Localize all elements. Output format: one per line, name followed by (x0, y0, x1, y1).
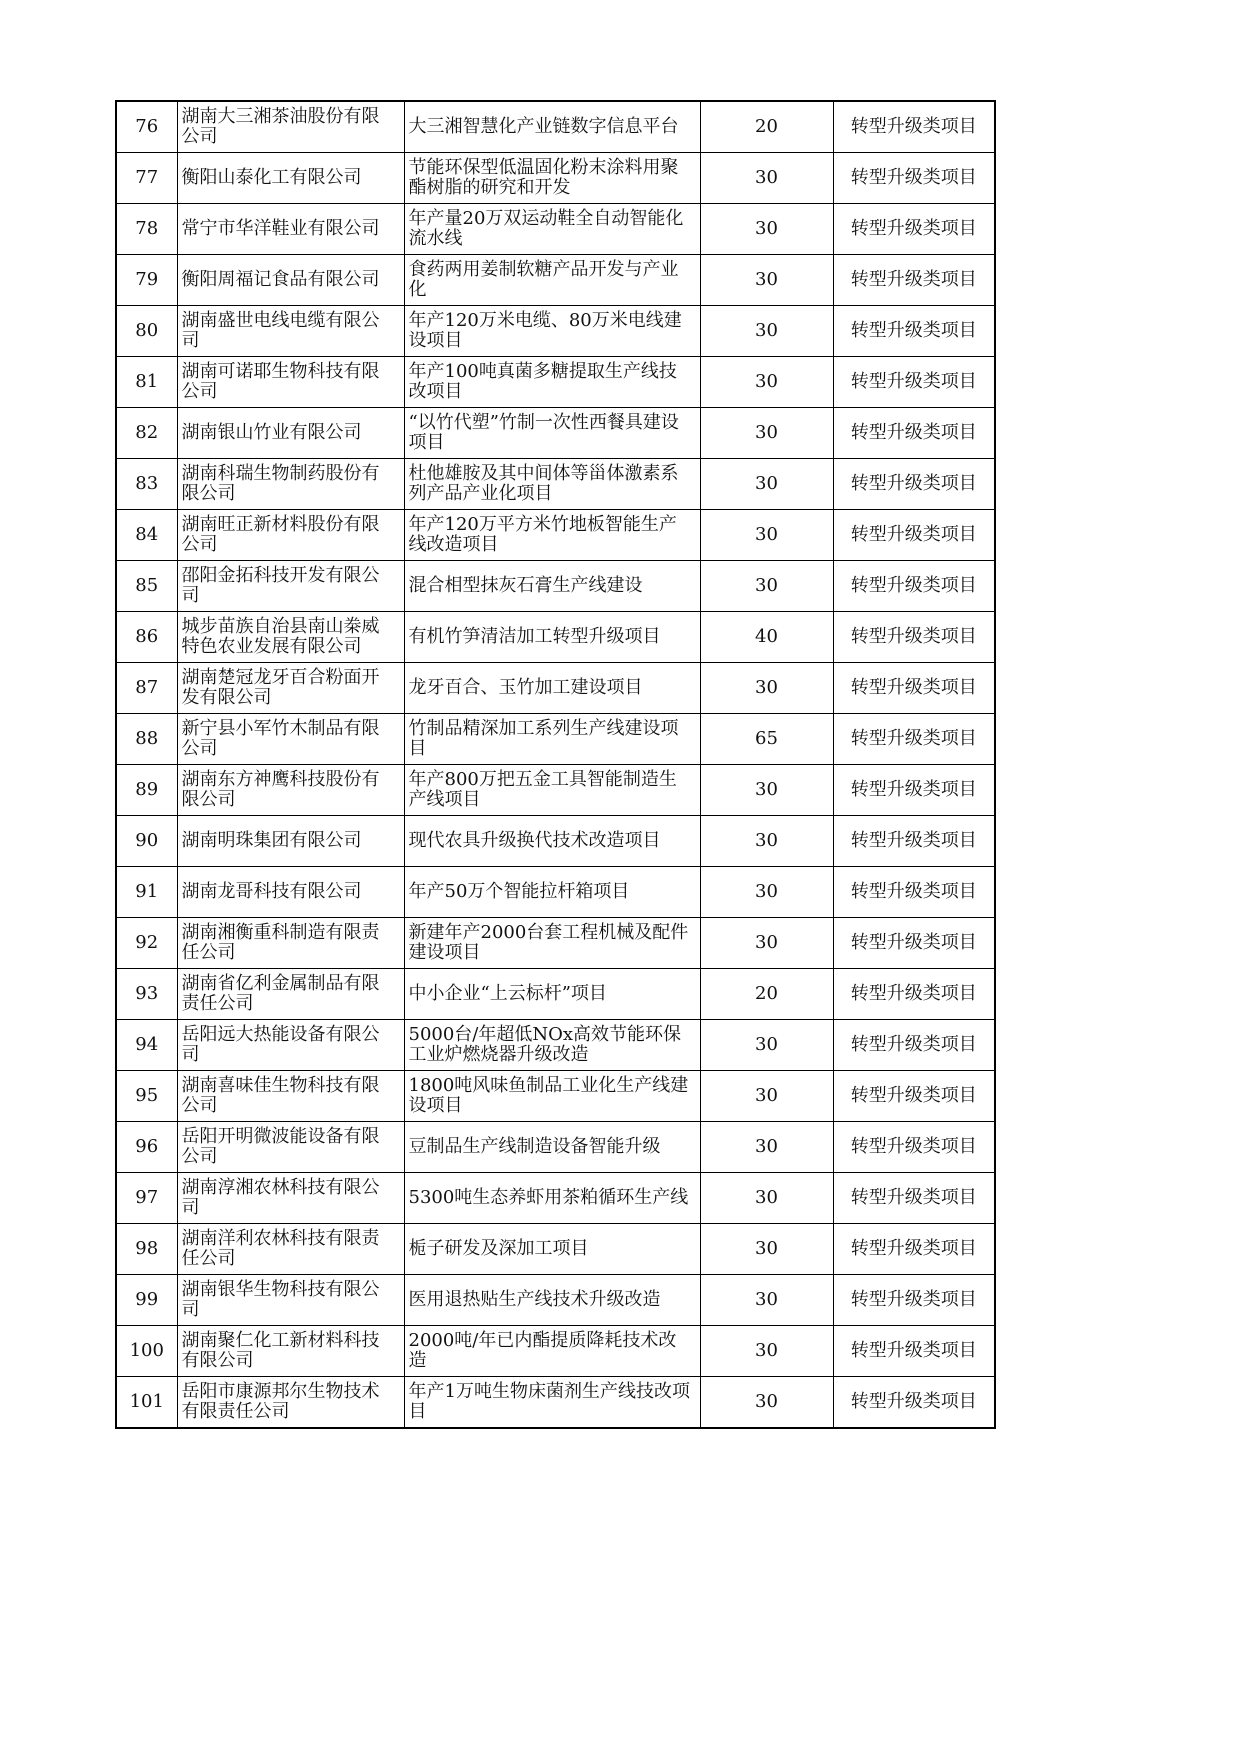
company-name: 湖南湘衡重科制造有限责任公司 (177, 918, 404, 969)
funding-amount: 30 (700, 1173, 833, 1224)
company-name: 衡阳山泰化工有限公司 (177, 153, 404, 204)
row-number: 91 (116, 867, 177, 918)
company-name: 湖南洋利农林科技有限责任公司 (177, 1224, 404, 1275)
table-row (116, 306, 995, 357)
funding-amount: 30 (700, 204, 833, 255)
row-number: 99 (116, 1275, 177, 1326)
project-category: 转型升级类项目 (833, 969, 995, 1020)
project-category: 转型升级类项目 (833, 204, 995, 255)
project-category: 转型升级类项目 (833, 1224, 995, 1275)
project-name: “以竹代塑”竹制一次性西餐具建设项目 (404, 408, 700, 459)
table-row (116, 663, 995, 714)
project-category: 转型升级类项目 (833, 510, 995, 561)
row-number: 76 (116, 101, 177, 153)
table-row (116, 1275, 995, 1326)
row-number: 98 (116, 1224, 177, 1275)
project-name: 龙牙百合、玉竹加工建设项目 (404, 663, 700, 714)
table-row (116, 408, 995, 459)
funding-amount: 30 (700, 510, 833, 561)
project-name: 年产50万个智能拉杆箱项目 (404, 867, 700, 918)
funding-amount: 30 (700, 1071, 833, 1122)
project-name: 栀子研发及深加工项目 (404, 1224, 700, 1275)
company-name: 湖南东方神鹰科技股份有限公司 (177, 765, 404, 816)
company-name: 湖南喜味佳生物科技有限公司 (177, 1071, 404, 1122)
project-category: 转型升级类项目 (833, 561, 995, 612)
row-number: 84 (116, 510, 177, 561)
company-name: 湖南聚仁化工新材料科技有限公司 (177, 1326, 404, 1377)
table-row (116, 153, 995, 204)
row-number: 85 (116, 561, 177, 612)
row-number: 89 (116, 765, 177, 816)
funding-amount: 20 (700, 101, 833, 153)
table-row (116, 204, 995, 255)
project-category: 转型升级类项目 (833, 1071, 995, 1122)
row-number: 93 (116, 969, 177, 1020)
project-name: 5300吨生态养虾用茶粕循环生产线 (404, 1173, 700, 1224)
project-name: 大三湘智慧化产业链数字信息平台 (404, 101, 700, 153)
company-name: 湖南盛世电线电缆有限公司 (177, 306, 404, 357)
project-name: 混合相型抹灰石膏生产线建设 (404, 561, 700, 612)
company-name: 城步苗族自治县南山桊威特色农业发展有限公司 (177, 612, 404, 663)
funding-amount: 30 (700, 255, 833, 306)
company-name: 湖南旺正新材料股份有限公司 (177, 510, 404, 561)
row-number: 83 (116, 459, 177, 510)
row-number: 82 (116, 408, 177, 459)
company-name: 岳阳远大热能设备有限公司 (177, 1020, 404, 1071)
project-name: 1800吨风味鱼制品工业化生产线建设项目 (404, 1071, 700, 1122)
table-row (116, 1224, 995, 1275)
row-number: 97 (116, 1173, 177, 1224)
company-name: 新宁县小军竹木制品有限公司 (177, 714, 404, 765)
funding-amount: 40 (700, 612, 833, 663)
project-category: 转型升级类项目 (833, 765, 995, 816)
funding-amount: 30 (700, 1122, 833, 1173)
table-row (116, 714, 995, 765)
funding-amount: 30 (700, 408, 833, 459)
row-number: 95 (116, 1071, 177, 1122)
project-name: 豆制品生产线制造设备智能升级 (404, 1122, 700, 1173)
table-body (116, 101, 995, 1428)
company-name: 湖南科瑞生物制药股份有限公司 (177, 459, 404, 510)
project-category: 转型升级类项目 (833, 816, 995, 867)
project-name: 新建年产2000台套工程机械及配件建设项目 (404, 918, 700, 969)
row-number: 80 (116, 306, 177, 357)
company-name: 湖南银华生物科技有限公司 (177, 1275, 404, 1326)
table-row (116, 1326, 995, 1377)
project-category: 转型升级类项目 (833, 357, 995, 408)
table-row (116, 459, 995, 510)
row-number: 92 (116, 918, 177, 969)
table-row (116, 561, 995, 612)
funding-amount: 20 (700, 969, 833, 1020)
table-row (116, 1122, 995, 1173)
project-category: 转型升级类项目 (833, 612, 995, 663)
table-row (116, 969, 995, 1020)
project-name: 5000台/年超低NOx高效节能环保工业炉燃烧器升级改造 (404, 1020, 700, 1071)
company-name: 湖南银山竹业有限公司 (177, 408, 404, 459)
company-name: 邵阳金拓科技开发有限公司 (177, 561, 404, 612)
project-category: 转型升级类项目 (833, 153, 995, 204)
project-category: 转型升级类项目 (833, 867, 995, 918)
project-category: 转型升级类项目 (833, 663, 995, 714)
project-category: 转型升级类项目 (833, 101, 995, 153)
funding-amount: 30 (700, 1377, 833, 1429)
funding-amount: 65 (700, 714, 833, 765)
row-number: 90 (116, 816, 177, 867)
row-number: 96 (116, 1122, 177, 1173)
funding-amount: 30 (700, 1326, 833, 1377)
project-category: 转型升级类项目 (833, 1326, 995, 1377)
row-number: 88 (116, 714, 177, 765)
funding-amount: 30 (700, 1275, 833, 1326)
project-category: 转型升级类项目 (833, 714, 995, 765)
table-row (116, 816, 995, 867)
project-category: 转型升级类项目 (833, 459, 995, 510)
table-row (116, 1071, 995, 1122)
table-row (116, 765, 995, 816)
project-category: 转型升级类项目 (833, 918, 995, 969)
funding-amount: 30 (700, 561, 833, 612)
table-row (116, 255, 995, 306)
project-name: 竹制品精深加工系列生产线建设项目 (404, 714, 700, 765)
company-name: 湖南龙哥科技有限公司 (177, 867, 404, 918)
table-row (116, 918, 995, 969)
funding-amount: 30 (700, 1224, 833, 1275)
project-name: 中小企业“上云标杆”项目 (404, 969, 700, 1020)
project-name: 年产120万平方米竹地板智能生产线改造项目 (404, 510, 700, 561)
row-number: 94 (116, 1020, 177, 1071)
table-row (116, 101, 995, 153)
row-number: 86 (116, 612, 177, 663)
project-table (115, 100, 996, 1429)
project-name: 节能环保型低温固化粉末涂料用聚酯树脂的研究和开发 (404, 153, 700, 204)
project-name: 杜他雄胺及其中间体等甾体激素系列产品产业化项目 (404, 459, 700, 510)
project-name: 医用退热贴生产线技术升级改造 (404, 1275, 700, 1326)
company-name: 湖南淳湘农林科技有限公司 (177, 1173, 404, 1224)
funding-amount: 30 (700, 765, 833, 816)
company-name: 湖南楚冠龙牙百合粉面开发有限公司 (177, 663, 404, 714)
table-row (116, 1173, 995, 1224)
project-name: 食药两用姜制软糖产品开发与产业化 (404, 255, 700, 306)
funding-amount: 30 (700, 663, 833, 714)
project-name: 年产100吨真菌多糖提取生产线技改项目 (404, 357, 700, 408)
project-name: 年产120万米电缆、80万米电线建设项目 (404, 306, 700, 357)
table-row (116, 867, 995, 918)
project-name: 年产1万吨生物床菌剂生产线技改项目 (404, 1377, 700, 1429)
funding-amount: 30 (700, 867, 833, 918)
company-name: 岳阳开明微波能设备有限公司 (177, 1122, 404, 1173)
row-number: 79 (116, 255, 177, 306)
funding-amount: 30 (700, 459, 833, 510)
company-name: 湖南明珠集团有限公司 (177, 816, 404, 867)
row-number: 81 (116, 357, 177, 408)
project-name: 年产800万把五金工具智能制造生产线项目 (404, 765, 700, 816)
company-name: 岳阳市康源邦尔生物技术有限责任公司 (177, 1377, 404, 1429)
project-category: 转型升级类项目 (833, 306, 995, 357)
funding-amount: 30 (700, 357, 833, 408)
project-category: 转型升级类项目 (833, 1173, 995, 1224)
table-row (116, 1377, 995, 1429)
project-name: 有机竹笋清洁加工转型升级项目 (404, 612, 700, 663)
funding-amount: 30 (700, 816, 833, 867)
project-category: 转型升级类项目 (833, 1122, 995, 1173)
row-number: 78 (116, 204, 177, 255)
table-row (116, 510, 995, 561)
funding-amount: 30 (700, 918, 833, 969)
project-name: 2000吨/年已内酯提质降耗技术改造 (404, 1326, 700, 1377)
funding-amount: 30 (700, 1020, 833, 1071)
company-name: 衡阳周福记食品有限公司 (177, 255, 404, 306)
company-name: 湖南省亿利金属制品有限责任公司 (177, 969, 404, 1020)
table-row (116, 1020, 995, 1071)
project-category: 转型升级类项目 (833, 1020, 995, 1071)
table-row (116, 357, 995, 408)
project-category: 转型升级类项目 (833, 1377, 995, 1429)
project-category: 转型升级类项目 (833, 1275, 995, 1326)
project-category: 转型升级类项目 (833, 255, 995, 306)
funding-amount: 30 (700, 306, 833, 357)
project-name: 现代农具升级换代技术改造项目 (404, 816, 700, 867)
company-name: 湖南大三湘茶油股份有限公司 (177, 101, 404, 153)
company-name: 常宁市华洋鞋业有限公司 (177, 204, 404, 255)
table-row (116, 612, 995, 663)
project-category: 转型升级类项目 (833, 408, 995, 459)
row-number: 77 (116, 153, 177, 204)
company-name: 湖南可诺耶生物科技有限公司 (177, 357, 404, 408)
funding-amount: 30 (700, 153, 833, 204)
row-number: 87 (116, 663, 177, 714)
row-number: 100 (116, 1326, 177, 1377)
project-name: 年产量20万双运动鞋全自动智能化流水线 (404, 204, 700, 255)
row-number: 101 (116, 1377, 177, 1429)
